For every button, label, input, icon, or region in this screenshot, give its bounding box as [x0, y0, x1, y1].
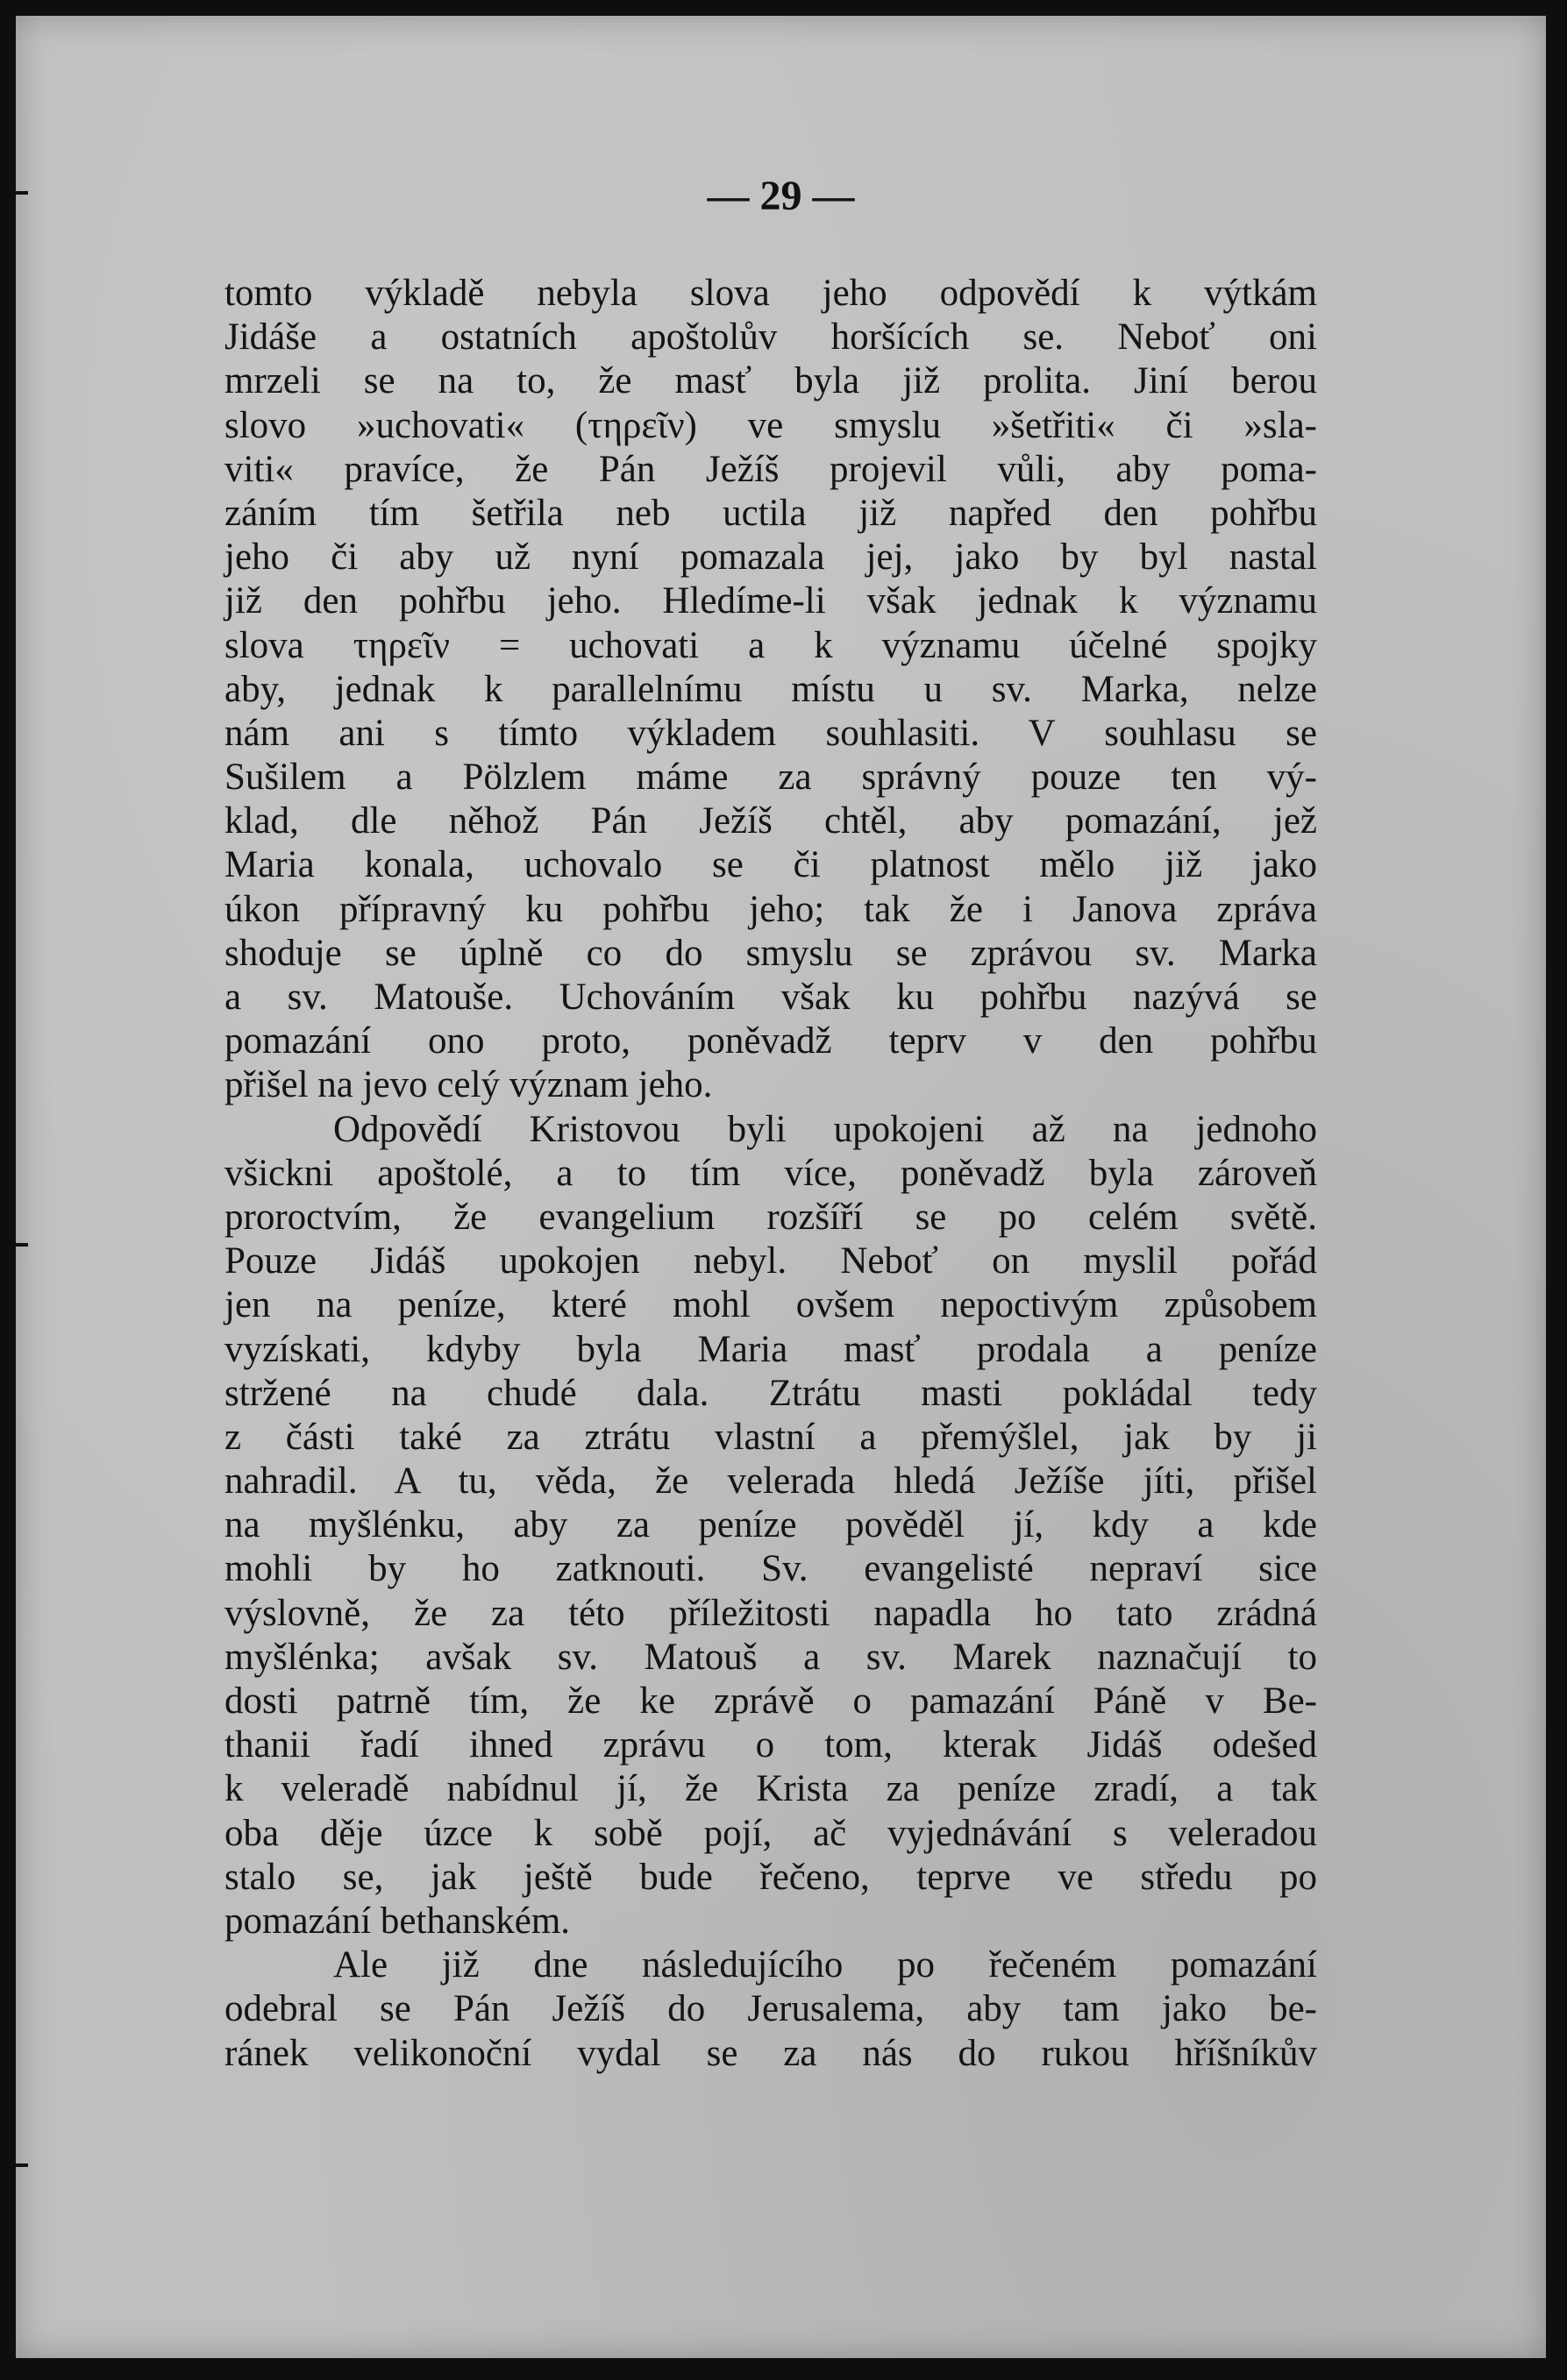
text-line: thanii řadí ihned zprávu o tom, kterak Jidáš odešed [224, 1724, 1317, 1766]
text-line: pomazání bethanském. [224, 1900, 571, 1942]
text-line: dosti patrně tím, že ke zprávě o pamazání Páně v Be- [224, 1680, 1317, 1722]
text-line: slova τηρεῖν = uchovati a k významu účelné spojky [224, 624, 1317, 666]
text-line: Sušilem a Pölzlem máme za správný pouze ten vý- [224, 757, 1317, 799]
paragraph [224, 1108, 1317, 1944]
text-line: k veleradě nabídnul jí, že Krista za peníze zradí, a tak [224, 1768, 1317, 1810]
text-line: klad, dle něhož Pán Ježíš chtěl, aby pomazání, jež [224, 800, 1317, 842]
text-line: slovo »uchovati« (τηρεῖν) ve smyslu »šetřiti« či »sla- [224, 404, 1317, 446]
text-line: proroctvím, že evangelium rozšíří se po celém světě. [224, 1196, 1317, 1238]
text-line: jeho či aby už nyní pomazala jej, jako by byl nastal [224, 536, 1317, 579]
text-line: vyzískati, kdyby byla Maria masť prodala a peníze [224, 1328, 1317, 1370]
paragraph [224, 272, 1317, 1108]
text-line: mrzeli se na to, že masť byla již prolita. Jiní berou [224, 360, 1317, 402]
text-line: již den pohřbu jeho. Hledíme-li však jednak k významu [224, 580, 1317, 622]
text-line: přišel na jevo celý význam jeho. [224, 1064, 713, 1106]
text-line: pomazání ono proto, poněvadž teprv v den pohřbu [224, 1020, 1317, 1062]
text-line: všickni apoštolé, a to tím více, poněvadž byla zároveň [224, 1152, 1317, 1194]
text-line: shoduje se úplně co do smyslu se zprávou sv. Marka [224, 932, 1317, 974]
text-line: Pouze Jidáš upokojen nebyl. Neboť on myslil pořád [224, 1240, 1317, 1282]
book-page [16, 16, 1546, 2358]
text-line: výslovně, že za této příležitosti napadla ho tato zrádná [224, 1592, 1317, 1634]
paragraph [224, 1943, 1317, 2076]
text-line: Odpovědí Kristovou byli upokojeni až na jednoho [333, 1108, 1317, 1150]
text-line: na myšlénku, aby za peníze pověděl jí, kdy a kde [224, 1504, 1317, 1546]
binding-mark [16, 2163, 28, 2167]
text-line: tomto výkladě nebyla slova jeho odpovědí k výtkám [224, 273, 1317, 314]
text-line: viti« pravíce, že Pán Ježíš projevil vůli, aby poma- [224, 448, 1317, 490]
text-line: stržené na chudé dala. Ztrátu masti pokládal tedy [224, 1372, 1317, 1414]
text-line: nám ani s tímto výkladem souhlasiti. V souhlasu se [224, 712, 1317, 754]
text-line: stalo se, jak ještě bude řečeno, teprve ve středu po [224, 1856, 1317, 1898]
text-line: Jidáše a ostatních apoštolův horšících se. Neboť oni [224, 316, 1317, 359]
text-line: Maria konala, uchovalo se či platnost mělo již jako [224, 844, 1317, 886]
text-line: aby, jednak k parallelnímu místu u sv. Marka, nelze [224, 668, 1317, 710]
text-line: úkon přípravný ku pohřbu jeho; tak že i Janova zpráva [224, 888, 1317, 930]
text-line: oba děje úzce k sobě pojí, ač vyjednávání s veleradou [224, 1812, 1317, 1854]
page-number: — 29 — [707, 173, 855, 219]
body-text [224, 272, 1317, 2076]
text-line: nahradil. A tu, věda, že velerada hledá Ježíše jíti, přišel [224, 1460, 1317, 1503]
text-line: ránek velikonoční vydal se za nás do rukou hříšníkův [224, 2032, 1317, 2074]
text-line: z části také za ztrátu vlastní a přemýšlel, jak by ji [224, 1416, 1317, 1458]
text-line: Ale již dne následujícího po řečeném pomazání [333, 1944, 1317, 1986]
binding-mark [16, 1243, 28, 1247]
text-line: jen na peníze, které mohl ovšem nepoctivým způsobem [224, 1284, 1317, 1326]
text-line: mohli by ho zatknouti. Sv. evangelisté nepraví sice [224, 1548, 1317, 1590]
text-line: záním tím šetřila neb uctila již napřed den pohřbu [224, 492, 1317, 534]
text-line: a sv. Matouše. Uchováním však ku pohřbu nazývá se [224, 977, 1317, 1018]
text-line: myšlénka; avšak sv. Matouš a sv. Marek naznačují to [224, 1636, 1317, 1678]
text-line: odebral se Pán Ježíš do Jerusalema, aby tam jako be- [224, 1988, 1317, 2030]
